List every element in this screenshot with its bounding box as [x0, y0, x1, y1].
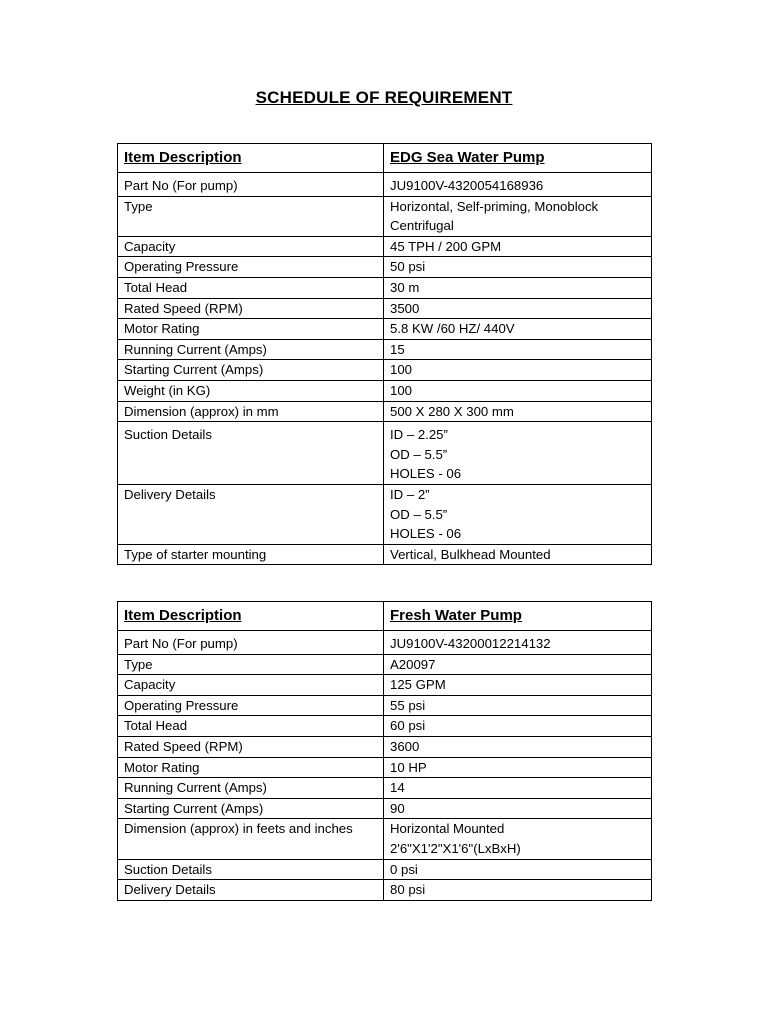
header-label: Item Description — [124, 607, 242, 625]
spec-value-line: Horizontal, Self-priming, Monoblock — [390, 198, 599, 214]
sea-water-pump-table — [117, 143, 652, 565]
header-value-cell — [384, 602, 652, 631]
spec-label: Starting Current (Amps) — [118, 360, 384, 381]
spec-value — [384, 319, 652, 340]
spec-value-line: A20097 — [390, 656, 436, 672]
spec-value — [384, 401, 652, 422]
spec-value — [384, 798, 652, 819]
spec-value-line: 3600 — [390, 738, 420, 754]
header-value: Fresh Water Pump — [390, 607, 522, 625]
spec-value-line: 30 m — [390, 279, 420, 295]
table-row — [118, 859, 652, 880]
spec-value — [384, 716, 652, 737]
table-row — [118, 736, 652, 757]
spec-value-line: 15 — [390, 341, 405, 357]
spec-label: Delivery Details — [118, 484, 384, 544]
table-row — [118, 675, 652, 696]
header-label-cell — [118, 602, 384, 631]
spec-value — [384, 675, 652, 696]
table-row — [118, 716, 652, 737]
table-row — [118, 798, 652, 819]
spec-label: Dimension (approx) in mm — [118, 401, 384, 422]
spec-value — [384, 631, 652, 655]
spec-label: Operating Pressure — [118, 695, 384, 716]
table-row — [118, 484, 652, 544]
spec-value-line: 125 GPM — [390, 677, 446, 693]
spec-value — [384, 757, 652, 778]
spec-value-line: JU9100V-4320054168936 — [390, 178, 544, 193]
spec-value — [384, 257, 652, 278]
spec-value-line: HOLES - 06 — [390, 466, 462, 482]
spec-value — [384, 173, 652, 197]
spec-value — [384, 778, 652, 799]
spec-value — [384, 859, 652, 880]
table-header-row — [118, 144, 652, 173]
spec-value — [384, 298, 652, 319]
table-row — [118, 173, 652, 197]
fresh-water-pump-table — [117, 601, 652, 901]
spec-value-line: 80 psi — [390, 882, 426, 898]
spec-value — [384, 654, 652, 675]
spec-value-line: 55 psi — [390, 697, 426, 713]
spec-value — [384, 380, 652, 401]
spec-value-line: 2'6"X1'2"X1'6"(LxBxH) — [390, 840, 521, 856]
spec-value — [384, 236, 652, 257]
spec-value-line: Centrifugal — [390, 218, 454, 234]
spec-value-line: 5.8 KW /60 HZ/ 440V — [390, 321, 515, 337]
spec-value-line: OD – 5.5” — [390, 446, 448, 462]
spec-value-line: Vertical, Bulkhead Mounted — [390, 546, 551, 562]
spec-value-line: 100 — [390, 382, 413, 398]
spec-value-line: 90 — [390, 800, 405, 816]
spec-label: Type of starter mounting — [118, 544, 384, 565]
table-row — [118, 401, 652, 422]
spec-value-line: ID – 2” — [390, 486, 430, 502]
spec-value — [384, 277, 652, 298]
spec-label: Delivery Details — [118, 880, 384, 901]
table-row — [118, 544, 652, 565]
spec-value-line: 14 — [390, 780, 405, 796]
spec-value-line: Horizontal Mounted — [390, 821, 505, 837]
spec-value — [384, 422, 652, 485]
spec-label: Total Head — [118, 716, 384, 737]
spec-value-line: ID – 2.25” — [390, 427, 448, 443]
spec-value-line: HOLES - 06 — [390, 526, 462, 542]
spec-value — [384, 339, 652, 360]
table-row — [118, 654, 652, 675]
spec-value — [384, 695, 652, 716]
spec-label: Running Current (Amps) — [118, 778, 384, 799]
table-row — [118, 695, 652, 716]
table-row — [118, 422, 652, 485]
spec-label: Rated Speed (RPM) — [118, 298, 384, 319]
spec-label: Type — [118, 654, 384, 675]
spec-value-line: 0 psi — [390, 861, 418, 877]
spec-value — [384, 880, 652, 901]
spec-value-line: 3500 — [390, 300, 420, 316]
table-row — [118, 257, 652, 278]
table-header-row — [118, 602, 652, 631]
spec-value-line: 50 psi — [390, 259, 426, 275]
spec-label: Running Current (Amps) — [118, 339, 384, 360]
header-value-cell — [384, 144, 652, 173]
table-row — [118, 819, 652, 859]
table-row — [118, 196, 652, 236]
table-row — [118, 360, 652, 381]
spec-label: Suction Details — [118, 859, 384, 880]
spec-label: Suction Details — [118, 422, 384, 485]
table-row — [118, 380, 652, 401]
table-row — [118, 631, 652, 655]
spec-label: Part No (For pump) — [118, 173, 384, 197]
table-row — [118, 757, 652, 778]
spec-label: Motor Rating — [118, 757, 384, 778]
spec-value-line: 45 TPH / 200 GPM — [390, 238, 502, 254]
spec-label: Starting Current (Amps) — [118, 798, 384, 819]
spec-label: Weight (in KG) — [118, 380, 384, 401]
spec-value — [384, 819, 652, 859]
spec-label: Type — [118, 196, 384, 236]
spec-label: Capacity — [118, 675, 384, 696]
spec-value — [384, 736, 652, 757]
header-label-cell — [118, 144, 384, 173]
spec-value — [384, 484, 652, 544]
spec-label: Total Head — [118, 277, 384, 298]
spec-label: Dimension (approx) in feets and inches — [118, 819, 384, 859]
spec-value — [384, 544, 652, 565]
spec-label: Capacity — [118, 236, 384, 257]
spec-label: Operating Pressure — [118, 257, 384, 278]
table-row — [118, 236, 652, 257]
table-row — [118, 880, 652, 901]
spec-value-line: 100 — [390, 362, 413, 378]
spec-value-line: 500 X 280 X 300 mm — [390, 403, 514, 419]
table-body — [118, 602, 652, 901]
spec-value-line: 10 HP — [390, 759, 427, 775]
header-value: EDG Sea Water Pump — [390, 149, 545, 167]
table-row — [118, 277, 652, 298]
spec-value-line: 60 psi — [390, 718, 426, 734]
spec-value — [384, 360, 652, 381]
spec-label: Rated Speed (RPM) — [118, 736, 384, 757]
table-row — [118, 298, 652, 319]
spec-value — [384, 196, 652, 236]
spec-label: Part No (For pump) — [118, 631, 384, 655]
table-row — [118, 778, 652, 799]
header-label: Item Description — [124, 149, 242, 167]
spec-label: Motor Rating — [118, 319, 384, 340]
table-row — [118, 319, 652, 340]
table-row — [118, 339, 652, 360]
spec-value-line: OD – 5.5” — [390, 506, 448, 522]
document-title: SCHEDULE OF REQUIREMENT — [255, 88, 513, 107]
table-body — [118, 144, 652, 565]
spec-value-line: JU9100V-43200012214132 — [390, 636, 551, 651]
